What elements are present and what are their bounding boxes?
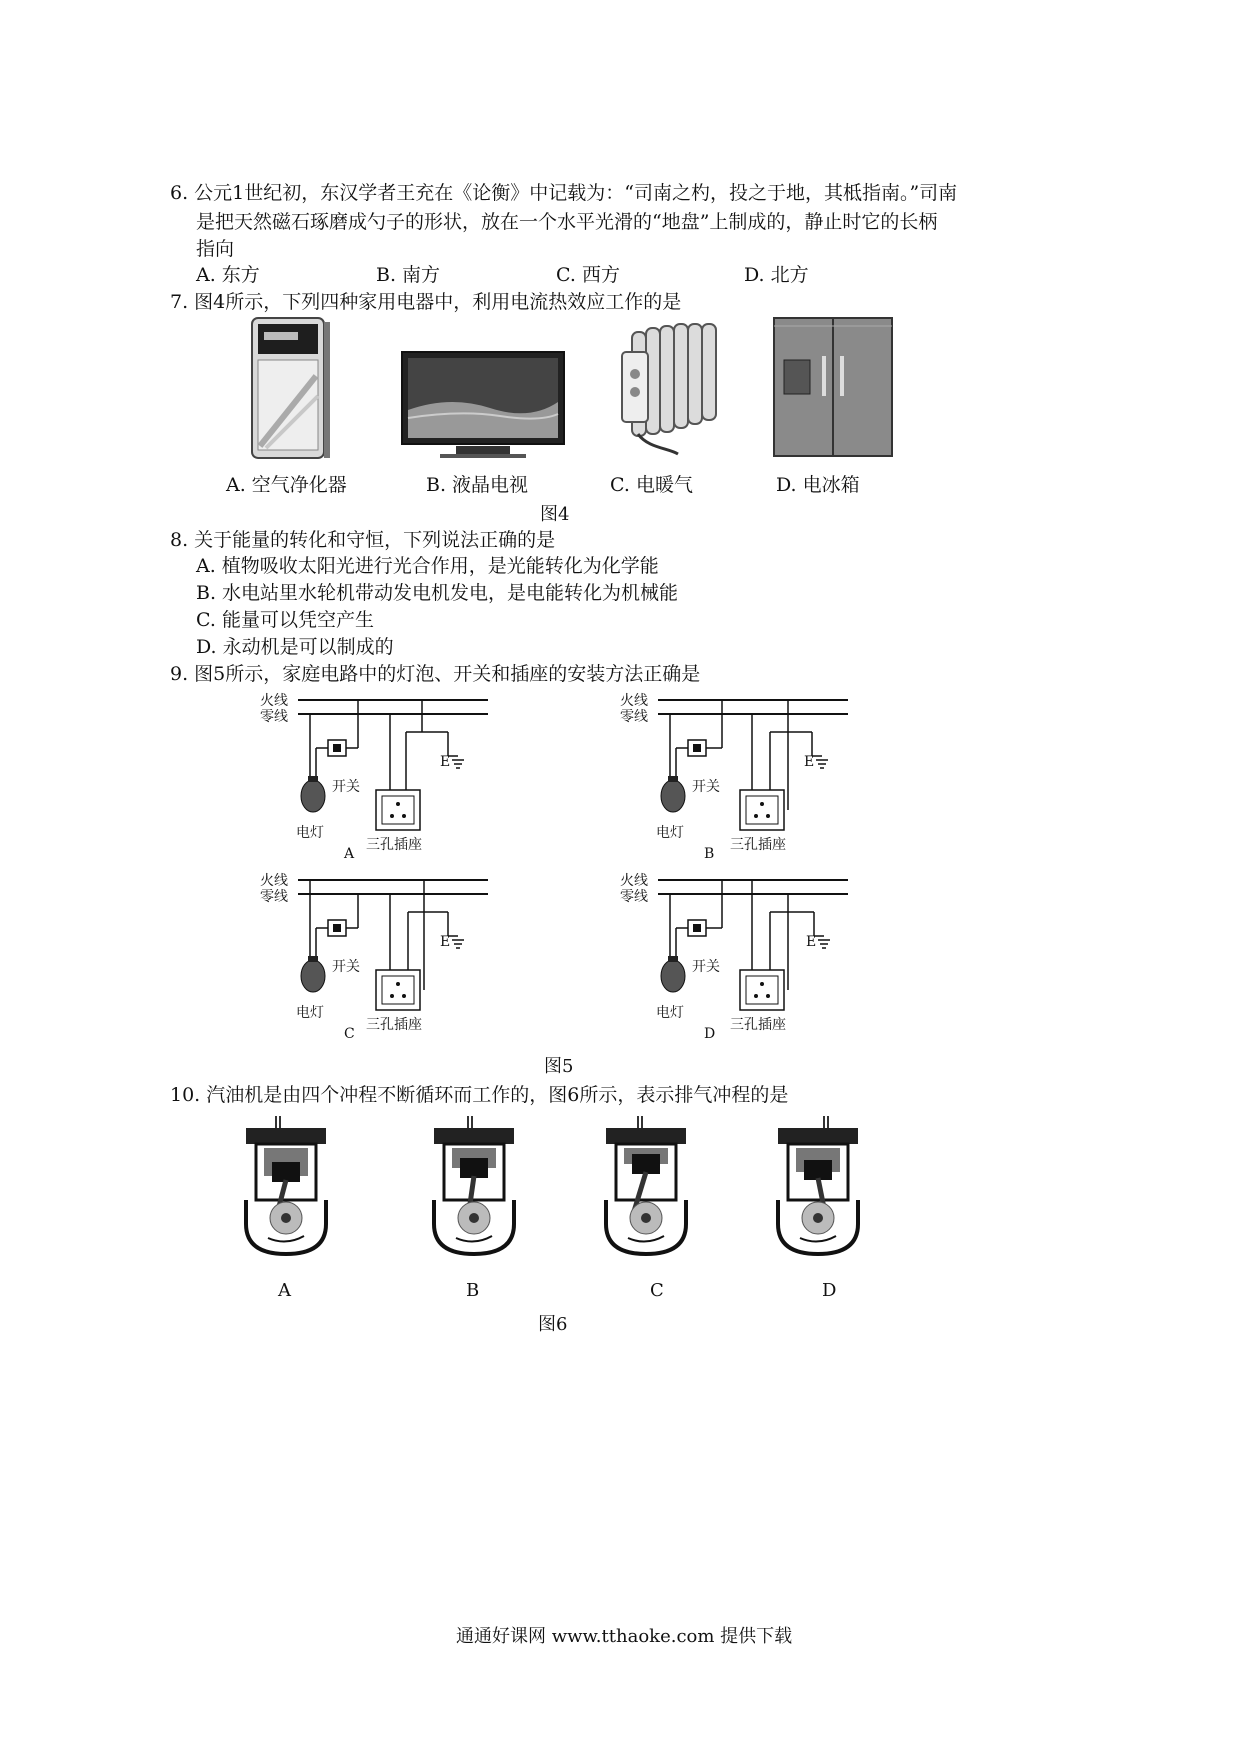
switch-label: 开关 [332,959,360,975]
circuit-panel-d [618,870,858,1040]
q10-stem: 10. 汽油机是由四个冲程不断循环而工作的，图6所示，表示排气冲程的是 [170,1084,789,1106]
q6-option-a: A. 东方 [196,264,260,286]
panel-label-c: C [344,1026,355,1042]
engine-stroke-d [768,1114,868,1258]
q7-option-c: C. 电暖气 [610,474,693,496]
figure-6-caption: 图6 [538,1314,568,1335]
electric-heater-image [618,322,722,456]
figure-5-caption: 图5 [544,1056,574,1077]
q8-option-d: D. 永动机是可以制成的 [196,636,394,658]
engine-label-d: D [822,1280,837,1301]
download-footer: 通通好课网 www.tthaoke.com 提供下载 [456,1626,793,1647]
refrigerator-image [772,316,896,460]
circuit-diagram-d [618,870,858,1020]
lamp-label: 电灯 [656,825,684,841]
circuit-panel-a [258,690,498,860]
q8-stem: 8. 关于能量的转化和守恒，下列说法正确的是 [170,529,556,551]
q6-option-b: B. 南方 [376,264,441,286]
engine-stroke-c [596,1114,696,1258]
engine-label-b: B [466,1280,480,1301]
air-purifier-image [248,316,332,462]
earth-label: E [440,934,451,950]
q9-stem: 9. 图5所示，家庭电路中的灯泡、开关和插座的安装方法正确是 [170,663,701,685]
circuit-diagram-a [258,690,498,840]
lamp-label: 电灯 [656,1005,684,1021]
circuit-diagram-b [618,690,858,840]
earth-label: E [806,934,817,950]
q6-line1: 6. 公元1世纪初，东汉学者王充在《论衡》中记载为：“司南之杓，投之于地，其柢指南。”司南 [170,182,958,204]
lcd-tv-image [400,350,566,462]
q7-stem: 7. 图4所示，下列四种家用电器中，利用电流热效应工作的是 [170,291,682,313]
engine-label-c: C [650,1280,664,1301]
figure-4-caption: 图4 [540,504,570,525]
engine-stroke-b [424,1114,524,1258]
lamp-label: 电灯 [296,1005,324,1021]
switch-label: 开关 [332,779,360,795]
panel-label-a: A [344,846,355,862]
q8-option-c: C. 能量可以凭空产生 [196,609,374,631]
switch-label: 开关 [692,959,720,975]
engine-label-a: A [278,1280,291,1301]
circuit-panel-b [618,690,858,860]
engine-stroke-a [236,1114,336,1258]
circuit-panel-c [258,870,498,1040]
socket-label: 三孔插座 [366,1017,422,1033]
socket-label: 三孔插座 [366,837,422,853]
q7-option-a: A. 空气净化器 [226,474,347,496]
lamp-label: 电灯 [296,825,324,841]
q6-line2: 是把天然磁石琢磨成勺子的形状，放在一个水平光滑的“地盘”上制成的，静止时它的长柄 [196,211,938,233]
circuit-diagram-c [258,870,498,1020]
switch-label: 开关 [692,779,720,795]
q7-option-b: B. 液晶电视 [426,474,529,496]
live-wire-label: 火线 [260,873,288,889]
earth-label: E [440,754,451,770]
neutral-wire-label: 零线 [620,889,648,905]
socket-label: 三孔插座 [730,837,786,853]
panel-label-d: D [704,1026,716,1042]
q6-line3: 指向 [196,238,235,260]
neutral-wire-label: 零线 [260,709,288,725]
live-wire-label: 火线 [620,693,648,709]
q8-option-a: A. 植物吸收太阳光进行光合作用，是光能转化为化学能 [196,555,659,577]
neutral-wire-label: 零线 [620,709,648,725]
q8-option-b: B. 水电站里水轮机带动发电机发电，是电能转化为机械能 [196,582,679,604]
live-wire-label: 火线 [620,873,648,889]
q6-option-d: D. 北方 [744,264,809,286]
panel-label-b: B [704,846,715,862]
socket-label: 三孔插座 [730,1017,786,1033]
earth-label: E [804,754,815,770]
q7-option-d: D. 电冰箱 [776,474,860,496]
neutral-wire-label: 零线 [260,889,288,905]
live-wire-label: 火线 [260,693,288,709]
q6-option-c: C. 西方 [556,264,620,286]
